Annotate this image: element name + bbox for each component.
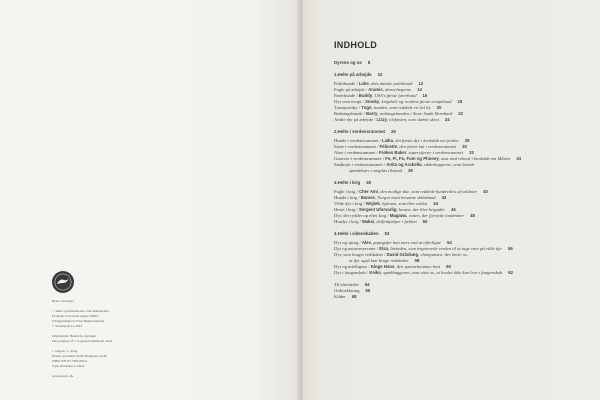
entry-description: , chimpansen, der lærte os, <box>418 252 468 257</box>
entry-category: Katte i verdensrummet / <box>334 144 380 149</box>
entry-category: Dyr, der rydder op efter krig / <box>334 213 390 218</box>
entry-category: Husdyr i krig / <box>334 219 363 224</box>
entry-category: Fugle i krig / <box>334 189 360 194</box>
entry-name: Fe, Fi, Fo, Fum og Phooey <box>385 156 439 161</box>
entry-page: 60 <box>446 264 451 269</box>
entry-page: 48 <box>470 213 475 218</box>
entry-page: 50 <box>422 219 428 224</box>
entry-page: 46 <box>451 207 456 212</box>
entry-name: Bamse <box>360 195 375 200</box>
entry-name: Alex <box>361 240 371 245</box>
toc-title: INDHOLD <box>334 40 378 50</box>
chapter-page: 53 <box>384 231 390 236</box>
chapter-number: 2. <box>334 129 338 134</box>
entry-category: Dyr i fangenskab / <box>334 270 370 275</box>
entry-page: 12 <box>418 81 424 86</box>
entry-category: Småkryb i verdensrummet / <box>334 162 387 167</box>
entry-page: 42 <box>441 195 447 200</box>
entry-name: Elsa <box>379 246 388 251</box>
colophon-line: 1. udgave, 1. oplag <box>52 349 78 353</box>
entry-page: 16 <box>422 93 428 98</box>
chapter-heading <box>334 129 594 135</box>
toc-intro-page: 8 <box>367 60 371 65</box>
back-matter-label: Kilder <box>334 294 346 299</box>
entry-name: Lizzy <box>376 117 387 122</box>
entry-description-cont: spindelvæv i vægtløs tilstand <box>349 168 402 173</box>
chapter-title: Helte på arbejde <box>337 72 372 77</box>
entry-description: , løvinden, som inspirerede verden til at tage vare på vilde dyr <box>388 246 503 251</box>
entry-category: Fugle på arbejde / <box>334 87 369 92</box>
publisher-website: straarupogco.dk <box>52 374 74 378</box>
chapter-title: Helte i verdensrummet <box>337 129 386 134</box>
entry-page: 24 <box>444 117 450 122</box>
chapter-page: 26 <box>391 129 396 134</box>
entry-name: Buddy <box>358 93 373 98</box>
entry-description: , hunden, som reddede en hel by <box>371 105 431 110</box>
entry-description: , dets danske politihund <box>368 81 413 86</box>
back-matter-label: Til efterløeke <box>334 282 359 287</box>
entry-page: 22 <box>458 111 463 116</box>
entry-category: Gnavere i verdensrummet / <box>334 156 386 161</box>
entry-name: Barry <box>366 111 378 116</box>
colophon-line: Tryk: Dardedze, Letland <box>52 364 85 368</box>
entry-name: Félicette <box>379 144 398 149</box>
entry-category: Hunde i krig / <box>334 195 361 200</box>
chapter-number: 4. <box>334 231 338 236</box>
entry-description-cont: at dyr også kan bruge redskaber <box>349 258 409 263</box>
entry-category: Vilde dyr i krig / <box>334 201 366 206</box>
entry-page: 28 <box>464 138 470 143</box>
chapter-heading <box>334 180 594 186</box>
entry-description: , hesten, der blev brigadér <box>396 207 445 212</box>
toc-intro-row <box>334 60 594 66</box>
entry-category: Andre dyr på arbejde / <box>334 117 377 122</box>
entry-page: 18 <box>457 99 463 104</box>
toc-entry-continued <box>334 168 594 174</box>
entry-page: 14 <box>417 87 422 92</box>
entry-category: Dyr som terapi / <box>334 99 366 104</box>
entry-name: Cher Ami <box>359 189 378 194</box>
entry-page: 20 <box>436 105 442 110</box>
entry-name: Aramis <box>368 87 383 92</box>
toc-entry <box>334 270 594 276</box>
toc-entry <box>334 117 594 123</box>
entry-description: , den modige due, som reddede hundredvis af soldater <box>377 189 478 194</box>
entry-page: 32 <box>469 150 474 155</box>
entry-description: , redningshunden i Store Sankt Bernhard <box>377 111 453 116</box>
chapter-title: Helte i krig <box>337 180 361 185</box>
colophon-line: Originaltitel: Helten fra dyreriket <box>52 334 96 338</box>
back-matter-page: 64 <box>364 282 370 287</box>
entry-name: Smoky <box>365 99 380 104</box>
entry-name: Frøken Baker <box>378 150 407 155</box>
chapter-page: 10 <box>377 72 383 77</box>
entry-description: , elefanten, som slæbte skrot <box>387 117 439 122</box>
entry-category: Dyr, som bruger redskaber / <box>334 252 387 257</box>
entry-name: Laika <box>381 138 393 143</box>
entry-page: 56 <box>508 246 513 251</box>
colophon-line: Dansk opsætning: Pedar Hougaard, pb.dk <box>52 354 107 358</box>
entry-description: , edderkopperne, som lærede <box>421 162 475 167</box>
table-of-contents <box>334 40 594 300</box>
entry-page: 30 <box>462 144 467 149</box>
toc-intro-label: Dyrene og os <box>334 60 362 65</box>
colophon-line: © Tekst og illustrationer: Line Runebiellen <box>52 309 109 313</box>
entry-name: Makai <box>362 219 375 224</box>
entry-description: , rotten, der fjernede landminer <box>406 213 465 218</box>
entry-description: , superstjerne i verdensrummet <box>406 150 464 155</box>
colophon-line: Heite i dyreriget <box>52 299 74 303</box>
entry-name: Kloge Hans <box>370 264 395 269</box>
entry-description: , Norges mest berømte skibshund <box>374 195 436 200</box>
chapter-heading <box>334 231 594 237</box>
entry-description: , USA's første førerhund <box>372 93 417 98</box>
entry-category: Førerhunde / <box>334 93 359 98</box>
entry-description: , droneJægerne <box>382 87 412 92</box>
entry-description: , det første dyr i kredsløb om jorden <box>392 138 459 143</box>
colophon-line: På dansk ved Lisette Agerbo Heller <box>52 314 99 318</box>
chapter-number: 1. <box>334 72 338 77</box>
entry-description: , den spørørksomme hest <box>394 264 441 269</box>
back-matter-row <box>334 294 594 300</box>
entry-description: , papegøjer kan mere end at efterligne <box>370 240 442 245</box>
entry-name: Loke <box>358 81 369 86</box>
entry-name: Magawa <box>389 213 407 218</box>
entry-name: Sergent Uforvarlig <box>359 207 397 212</box>
chapter-title: Helte i videnskaben <box>337 231 379 236</box>
entry-name: Togo <box>361 105 372 110</box>
entry-description: , delfinhjælper i fælden <box>374 219 417 224</box>
entry-page: 54 <box>447 240 452 245</box>
colophon-line: Forlagsredaktion: Frida Beijkn Klausen <box>52 319 105 323</box>
colophon-line: © Straarup & Co 2022 <box>52 324 82 328</box>
back-matter-page: 66 <box>365 288 371 293</box>
entry-page: 40 <box>483 189 488 194</box>
colophon-line: ISBN: 978-87-7302-063-9 <box>52 359 88 363</box>
entry-name: Anita og Arabella <box>386 162 422 167</box>
back-matter-label: Ordforklaring <box>334 288 360 293</box>
toc-chapters <box>334 66 594 300</box>
entry-category: Dyr og naturreservater / <box>334 246 380 251</box>
entry-name: David Gråskæg <box>386 252 419 257</box>
colophon <box>52 299 192 379</box>
entry-category: Hunde i verdensrummet / <box>334 138 382 143</box>
back-matter-page: 68 <box>351 294 357 299</box>
chapter-heading <box>334 72 594 78</box>
toc-entry <box>334 219 594 225</box>
entry-category: Heste i krig / <box>334 207 360 212</box>
entry-name: Wojtek <box>365 201 380 206</box>
entry-page: 34 <box>516 156 521 161</box>
entry-description: , den første kat i verdensrummet <box>397 144 457 149</box>
entry-category: Dyr og intelligens / <box>334 264 371 269</box>
colophon-line: Først udgivet af © Cappelen Damm AS, 2022 <box>52 339 113 343</box>
entry-page: 62 <box>508 270 513 275</box>
chapter-number: 3. <box>334 180 338 185</box>
entry-name: Keiko <box>369 270 381 275</box>
entry-page: 44 <box>433 201 439 206</box>
entry-page: 58 <box>414 258 420 263</box>
entry-category: Aber i verdensrummet / <box>334 150 379 155</box>
chapter-page: 38 <box>366 180 371 185</box>
entry-description: , mus med rekord i kredsløb om Månen <box>438 156 511 161</box>
entry-category: Redningshunde / <box>334 111 367 116</box>
entry-description: , bjørnen, som blev soldat <box>379 201 428 206</box>
entry-category: Dyr og sprog / <box>334 240 362 245</box>
entry-page: 36 <box>407 168 413 173</box>
ecolabel-seal-icon <box>51 270 75 294</box>
entry-description: , spækhuggeren, som viste os, at hvaler ikke kan leve i fangenskab <box>380 270 503 275</box>
entry-category: Politihunde / <box>334 81 359 86</box>
entry-description: , krigshelt og verdens første terapihund <box>379 99 452 104</box>
entry-category: Transportdyr / <box>334 105 362 110</box>
